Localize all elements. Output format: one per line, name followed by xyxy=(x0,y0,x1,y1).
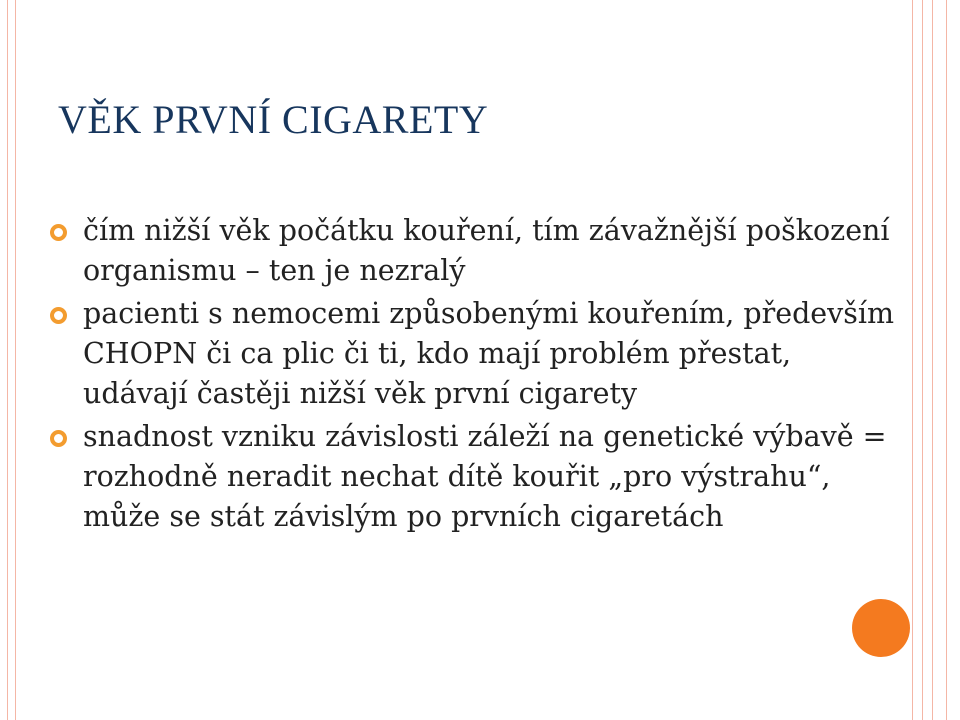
slide-title: VĚK PRVNÍ CIGARETY xyxy=(58,97,489,142)
bullet-item-3 xyxy=(48,417,898,537)
right-frame-line-2 xyxy=(922,0,923,720)
bullet-list xyxy=(48,211,898,537)
right-frame-line-1 xyxy=(912,0,913,720)
ring-bullet-icon xyxy=(50,307,67,324)
ring-bullet-icon xyxy=(50,224,67,241)
ring-bullet-icon xyxy=(50,430,67,447)
left-frame-line-inner xyxy=(15,0,16,720)
bullet-item-1 xyxy=(48,211,898,291)
left-frame-line-outer xyxy=(7,0,8,720)
bullet-text: čím nižší věk počátku kouření, tím závažnější poškození organismu – ten je nezralý xyxy=(83,214,890,287)
right-frame-line-3 xyxy=(932,0,933,720)
bullet-text: snadnost vzniku závislosti záleží na genetické výbavě = rozhodně neradit nechat dítě kouřit „pro výstrahu“, může se stát závislým po prvních cigaretách xyxy=(83,420,887,533)
right-frame-line-4 xyxy=(946,0,947,720)
accent-circle-decoration xyxy=(852,599,910,657)
bullet-text: pacienti s nemocemi způsobenými kouřením, především CHOPN či ca plic či ti, kdo mají problém přestat, udávají častěji nižší věk první cigarety xyxy=(83,297,895,410)
bullet-item-2 xyxy=(48,294,898,414)
